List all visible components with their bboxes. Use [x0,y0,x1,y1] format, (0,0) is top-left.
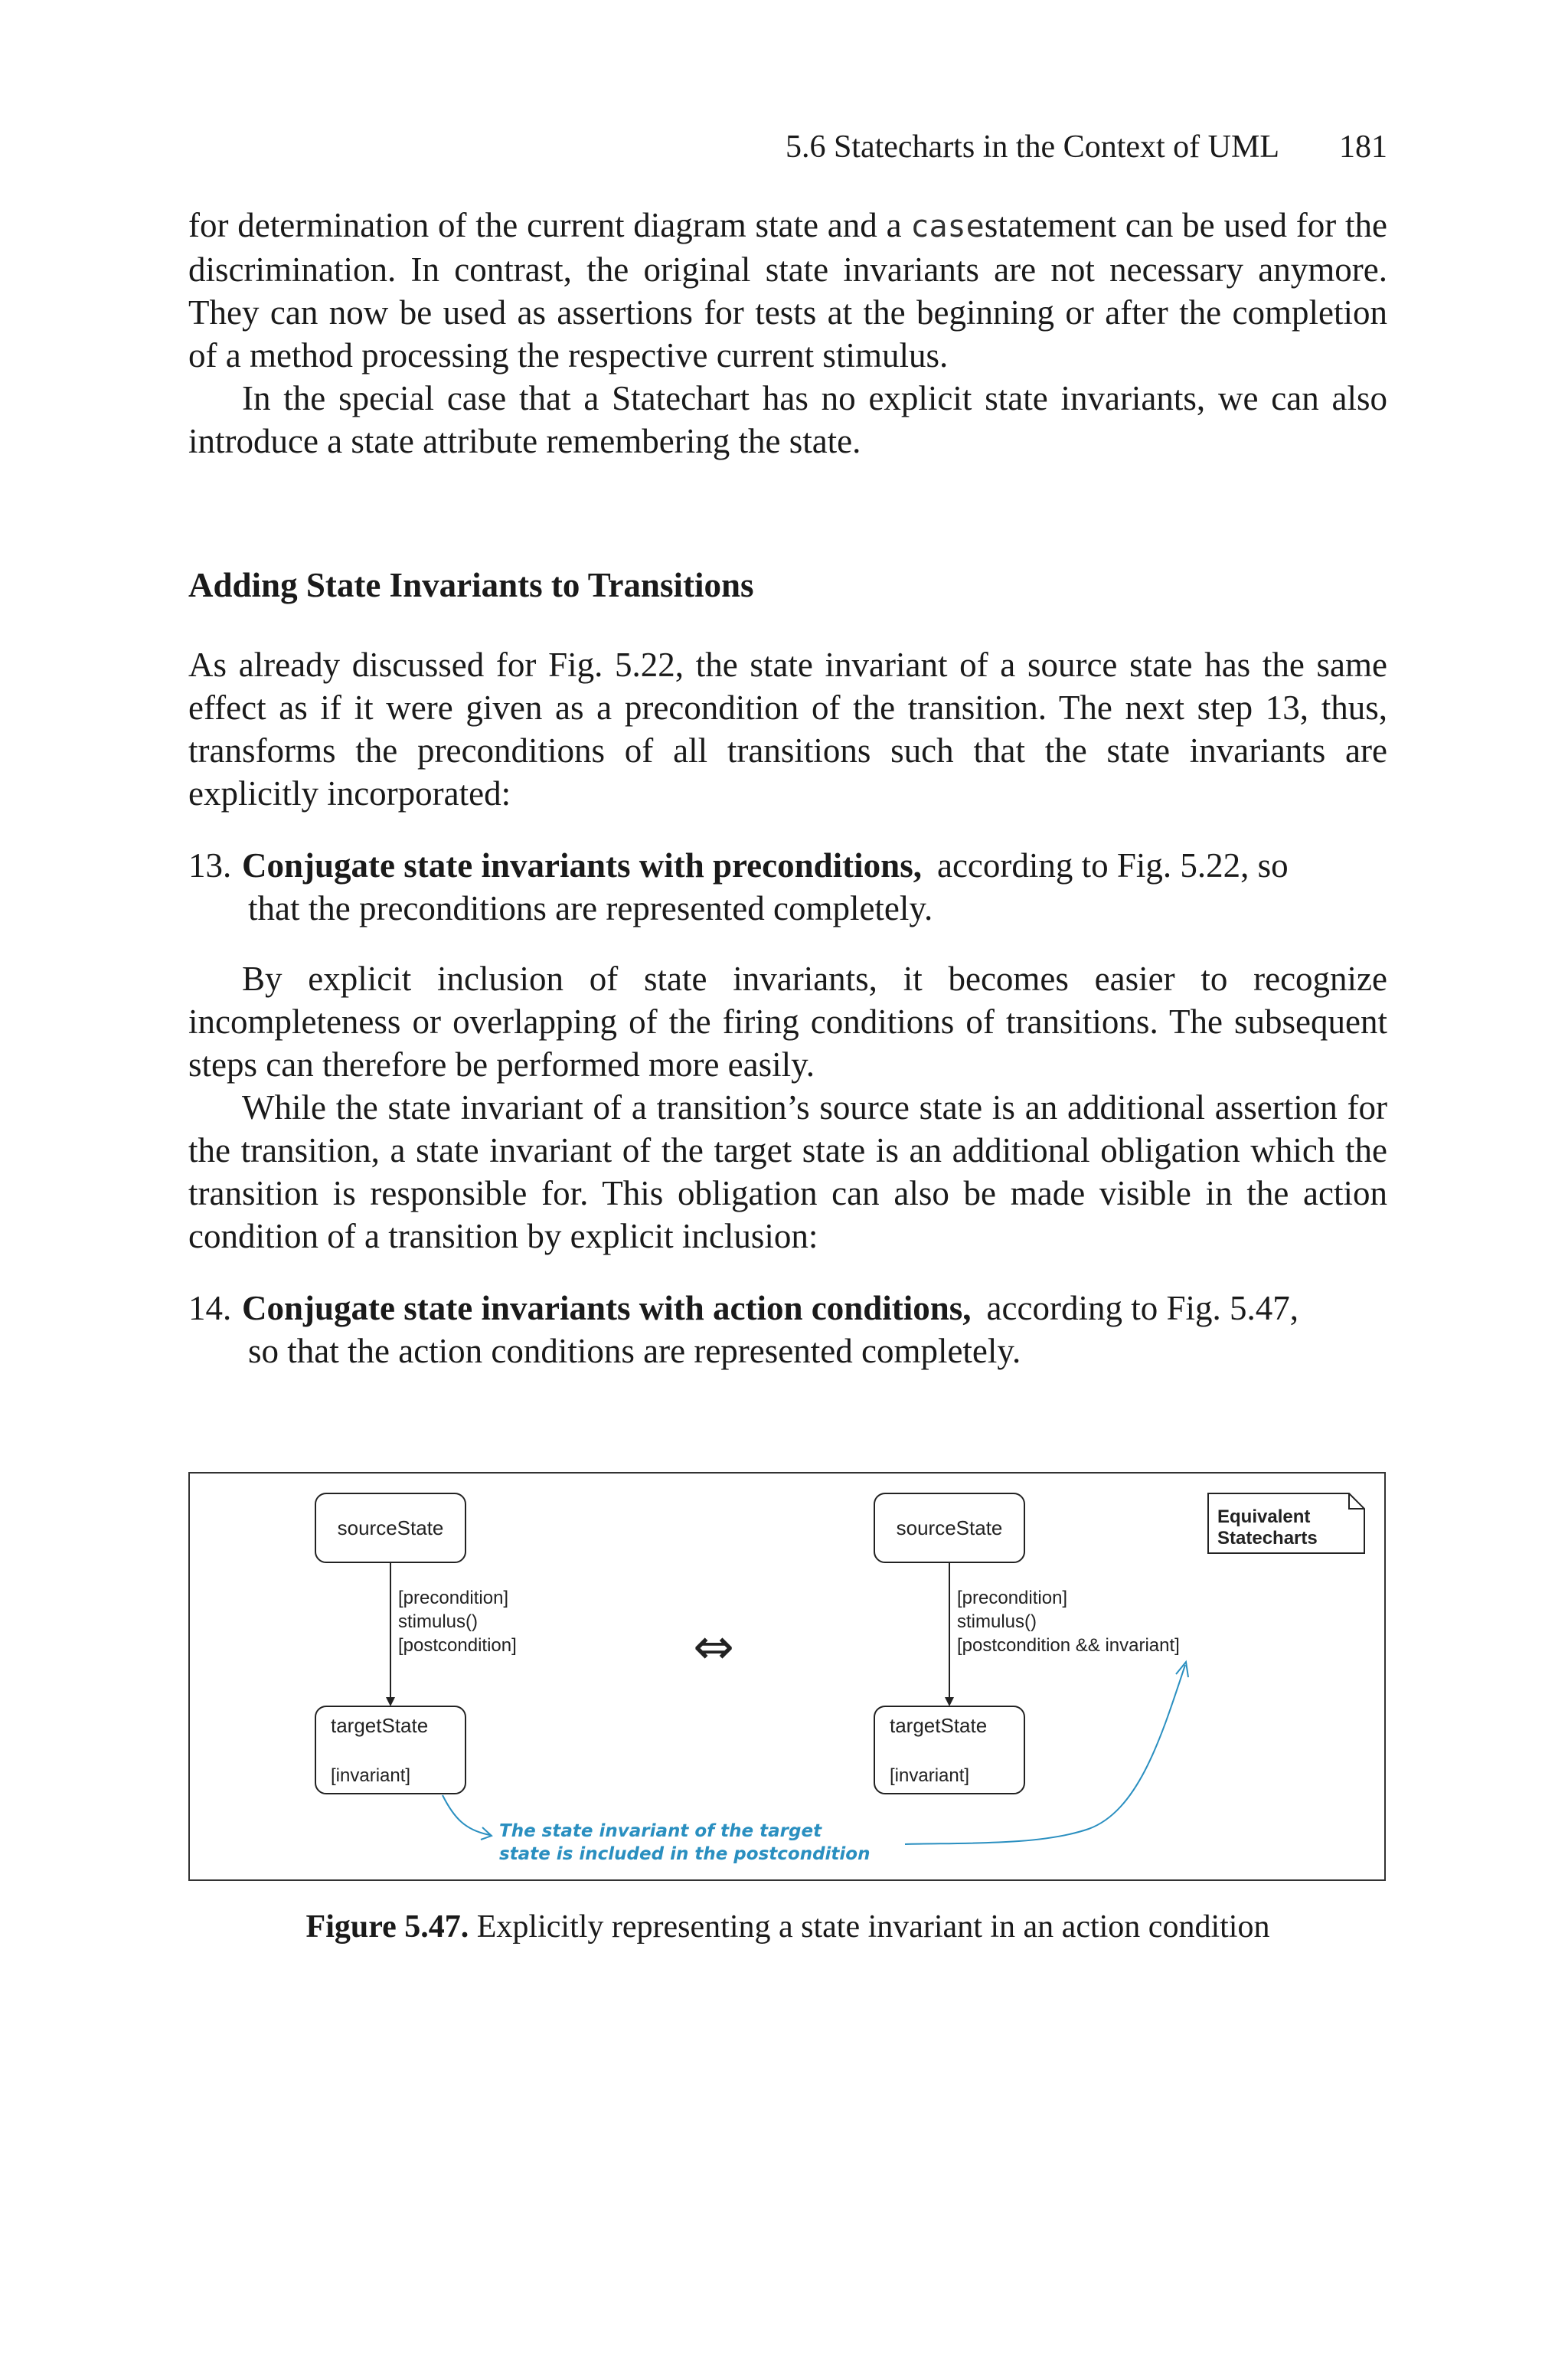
inline-code: case [910,209,985,244]
annotation-line-1: The state invariant of the target [499,1821,822,1841]
section-paragraph-1: As already discussed for Fig. 5.22, the state invariant of a source state has the same effect as if it were given as a precondition of the transition. The next step 13, thus, transforms the preconditions of all transitions such that the state invariants are explicitly incorporated: [188,646,1387,813]
right-precondition: [precondition] [957,1588,1068,1608]
middle-block [188,957,1387,1258]
left-arrowhead [386,1697,395,1706]
middle-paragraph-1: By explicit inclusion of state invariants, it becomes easier to recognize incompleteness or overlapping of the firing conditions of transitions. The subsequent steps can therefore be performed more easily. [188,960,1387,1084]
note-line-1: Equivalent [1217,1506,1311,1527]
left-precondition: [precondition] [398,1588,509,1608]
section-heading: Adding State Invariants to Transitions [188,566,754,604]
left-target-invariant: [invariant] [331,1765,411,1786]
right-source-state-label: sourceState [896,1516,1003,1539]
equivalence-symbol: ⇔ [693,1619,734,1676]
caption-label: Figure 5.47. [305,1909,469,1945]
step-14 [188,1287,1413,1372]
step-13-number: 13. [188,846,232,885]
left-stimulus: stimulus() [398,1611,479,1632]
intro-paragraph-1 [188,204,1387,377]
right-target-state-label: targetState [890,1714,988,1737]
step-13-continuation: that the preconditions are represented completely. [248,889,933,927]
intro-block [188,204,1387,463]
step-13 [188,844,1413,930]
running-header [786,127,1387,167]
figure-caption [188,1907,1387,1947]
right-stimulus: stimulus() [957,1611,1037,1632]
middle-paragraph-2: While the state invariant of a transition’s source state is an additional assertion for the transition, a state invariant of the target state is an additional obligation which the transition is responsible for. This obligation can also be made visible in the action condition of a transition by explicit inclusion: [188,1088,1387,1255]
annotation-curve-left [443,1795,490,1835]
statechart-diagram [190,1474,1387,1882]
page-number: 181 [1339,129,1387,165]
right-arrowhead [945,1697,954,1706]
step-14-rest: according to Fig. 5.47, [986,1289,1298,1327]
note-line-2: Statecharts [1217,1528,1318,1549]
intro-p1-text-b: statement can be used for the discrimination. In contrast, the original state invariants are not necessary anymore. They can now be used as assertions for tests at the beginning or after the completion of a method processing the respective current stimulus. [188,206,1387,375]
step-14-continuation: so that the action conditions are represented completely. [248,1332,1021,1370]
step-14-lead: Conjugate state invariants with action conditions, [242,1289,972,1327]
annotation-line-2: state is included in the postcondition [499,1844,871,1864]
left-target-state-label: targetState [331,1714,429,1737]
section-block [188,643,1387,815]
left-source-state-label: sourceState [337,1516,444,1539]
step-14-number: 14. [188,1289,232,1327]
intro-p1-text-a: for determination of the current diagram state and a [188,206,911,244]
step-13-rest: according to Fig. 5.22, so [936,846,1289,885]
running-header-title: 5.6 Statecharts in the Context of UML [785,129,1279,165]
step-13-lead: Conjugate state invariants with preconditions, [242,846,922,885]
caption-text: Explicitly representing a state invariant in an action condition [476,1909,1270,1945]
intro-paragraph-2: In the special case that a Statechart has no explicit state invariants, we can also introduce a state attribute remembering the state. [188,379,1387,460]
right-target-invariant: [invariant] [890,1765,970,1786]
left-postcondition: [postcondition] [398,1635,517,1656]
figure-5-47 [188,1472,1386,1881]
right-postcondition: [postcondition && invariant] [957,1635,1180,1656]
